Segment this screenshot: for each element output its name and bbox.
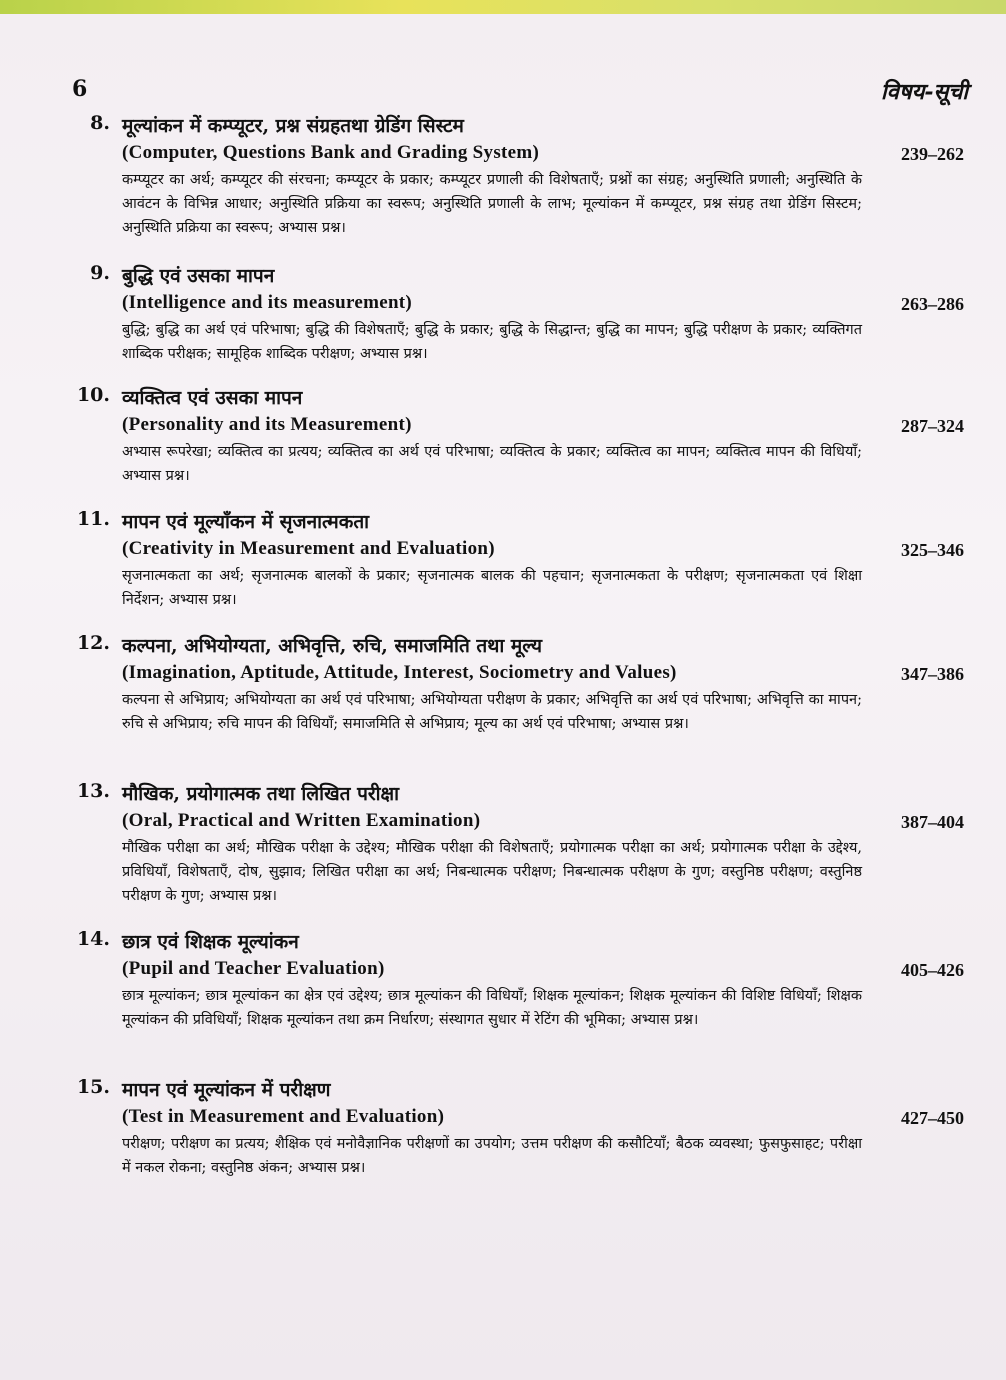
entry-number: 11.	[76, 508, 110, 530]
entry-page-range: 387–404	[901, 812, 964, 832]
entry-title: मौखिक, प्रयोगात्मक तथा लिखित परीक्षा	[122, 783, 400, 805]
entry-title: कल्पना, अभियोग्यता, अभिवृत्ति, रुचि, समाजमिति तथा मूल्य	[122, 635, 542, 657]
entry-number: 15.	[76, 1076, 110, 1098]
entry-number: 9.	[90, 262, 110, 284]
entry-title: मूल्यांकन में कम्प्यूटर, प्रश्न संग्रहतथा ग्रेडिंग सिस्टम	[122, 115, 464, 137]
entry-page-range: 287–324	[901, 416, 964, 436]
entry-subtitle: (Computer, Questions Bank and Grading System)	[122, 142, 540, 163]
entry-subtitle: (Intelligence and its measurement)	[122, 292, 413, 313]
entry-page-range: 347–386	[901, 664, 964, 684]
entry-title: बुद्धि एवं उसका मापन	[122, 265, 275, 287]
entry-number: 13.	[76, 780, 110, 802]
entry-subtitle: (Test in Measurement and Evaluation)	[122, 1106, 445, 1127]
entry-page-range: 263–286	[901, 294, 964, 314]
entry-number: 12.	[76, 632, 110, 654]
entry-page-range: 427–450	[901, 1108, 964, 1128]
entry-description: अभ्यास रूपरेखा; व्यक्तित्व का प्रत्यय; व्यक्तित्व का अर्थ एवं परिभाषा; व्यक्तित्व के प्रकार; व्यक्तित्व का मापन; व्यक्तित्व मापन की विधियाँ; अभ्यास प्रश्न।	[122, 444, 862, 484]
entry-subtitle: (Creativity in Measurement and Evaluation)	[122, 538, 495, 559]
entry-subtitle: (Personality and its Measurement)	[122, 414, 412, 435]
entry-subtitle: (Imagination, Aptitude, Attitude, Interest, Sociometry and Values)	[122, 662, 677, 683]
entry-page-range: 239–262	[901, 144, 964, 164]
top-color-strip	[0, 0, 1006, 14]
entry-title: छात्र एवं शिक्षक मूल्यांकन	[122, 931, 299, 953]
entry-subtitle: (Pupil and Teacher Evaluation)	[122, 958, 385, 979]
entry-description: कल्पना से अभिप्राय; अभियोग्यता का अर्थ एवं परिभाषा; अभियोग्यता परीक्षण के प्रकार; अभिवृत्ति का अर्थ एवं परिभाषा; अभिवृत्ति का मापन; रुचि से अभिप्राय; रुचि मापन की विधियाँ; समाजमिति से अभिप्राय; मूल्य का अर्थ एवं परिभाषा; अभ्यास प्रश्न।	[122, 692, 862, 732]
entry-title: व्यक्तित्व एवं उसका मापन	[122, 387, 303, 409]
entry-number: 14.	[76, 928, 110, 950]
entry-description: सृजनात्मकता का अर्थ; सृजनात्मक बालकों के प्रकार; सृजनात्मक बालक की पहचान; सृजनात्मकता के परीक्षण; सृजनात्मकता एवं शिक्षा निर्देशन; अभ्यास प्रश्न।	[122, 568, 862, 608]
page-number: 6	[72, 76, 88, 102]
entry-page-range: 405–426	[901, 960, 964, 980]
header-title: विषय-सूची	[880, 79, 968, 105]
entry-description: बुद्धि; बुद्धि का अर्थ एवं परिभाषा; बुद्धि की विशेषताएँ; बुद्धि के प्रकार; बुद्धि के सिद्धान्त; बुद्धि का मापन; बुद्धि परीक्षण के प्रकार; व्यक्तिगत शाब्दिक परीक्षक; सामूहिक शाब्दिक परीक्षण; अभ्यास प्रश्न।	[122, 322, 862, 362]
entry-description: कम्प्यूटर का अर्थ; कम्प्यूटर की संरचना; कम्प्यूटर के प्रकार; कम्प्यूटर प्रणाली की विशेषताएँ; प्रश्नों का संग्रह; अनुस्थिति प्रणाली; अनुस्थिति के आवंटन के विभिन्न आधार; अनुस्थिति प्रक्रिया का स्वरूप; अनुस्थिति प्रणाली के लाभ; मूल्यांकन में कम्प्यूटर, प्रश्न संग्रह तथा ग्रेडिंग सिस्टम; अनुस्थिति प्रक्रिया का स्वरूप; अभ्यास प्रश्न।	[122, 172, 862, 236]
entry-number: 10.	[76, 384, 110, 406]
entry-page-range: 325–346	[901, 540, 964, 560]
entry-number: 8.	[90, 112, 110, 134]
entry-title: मापन एवं मूल्याँकन में सृजनात्मकता	[122, 511, 370, 533]
entry-description: छात्र मूल्यांकन; छात्र मूल्यांकन का क्षेत्र एवं उद्देश्य; छात्र मूल्यांकन की विधियाँ; शिक्षक मूल्यांकन; शिक्षक मूल्यांकन की विशिष्ट विधियाँ; शिक्षक मूल्यांकन की प्रविधियाँ; शिक्षक मूल्यांकन तथा क्रम निर्धारण; संस्थागत सुधार में रेटिंग की भूमिका; अभ्यास प्रश्न।	[122, 988, 862, 1028]
entry-description: परीक्षण; परीक्षण का प्रत्यय; शैक्षिक एवं मनोवैज्ञानिक परीक्षणों का उपयोग; उत्तम परीक्षण की कसौटियाँ; बैठक व्यवस्था; फुसफुसाहट; परीक्षा में नकल रोकना; वस्तुनिष्ठ अंकन; अभ्यास प्रश्न।	[122, 1136, 862, 1176]
entry-title: मापन एवं मूल्यांकन में परीक्षण	[122, 1079, 331, 1101]
entry-description: मौखिक परीक्षा का अर्थ; मौखिक परीक्षा के उद्देश्य; मौखिक परीक्षा की विशेषताएँ; प्रयोगात्मक परीक्षा का अर्थ; प्रयोगात्मक परीक्षा के उद्देश्य, प्रविधियाँ, विशेषताएँ, दोष, सुझाव; लिखित परीक्षा का अर्थ; निबन्धात्मक परीक्षण; निबन्धात्मक परीक्षण के गुण; वस्तुनिष्ठ परीक्षण; वस्तुनिष्ठ परीक्षण के गुण; अभ्यास प्रश्न।	[122, 840, 862, 904]
entry-subtitle: (Oral, Practical and Written Examination)	[122, 810, 481, 831]
